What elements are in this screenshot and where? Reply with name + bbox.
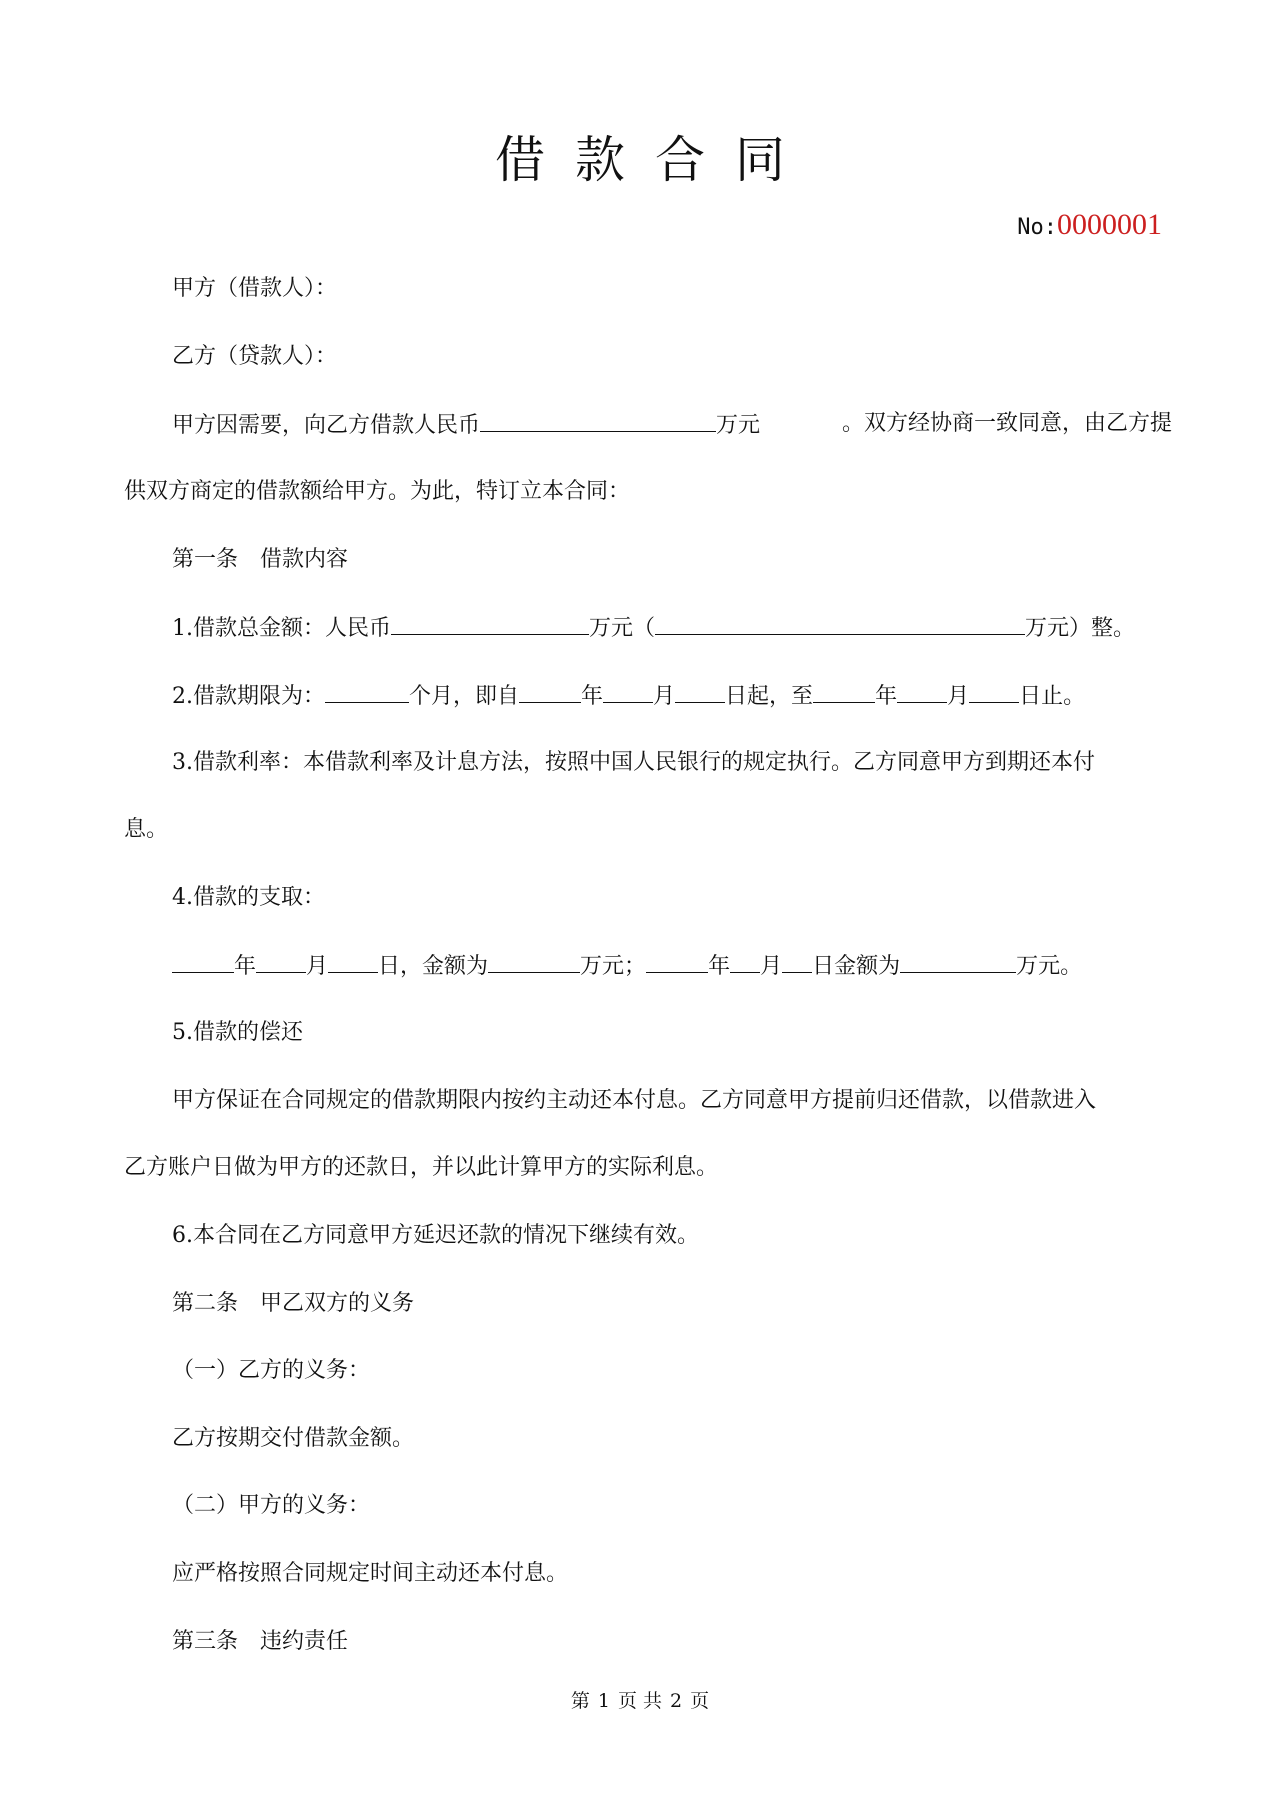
serial-label: No: [1017, 215, 1057, 240]
page-footer: 第 1 页 共 2 页 [570, 1690, 710, 1712]
draw1-month-blank [256, 950, 306, 973]
item-4-line: 年 月 日，金额为 万元； 年 月 日金额为 万元。 [172, 950, 1172, 982]
total-amount-blank [391, 612, 589, 635]
draw2-day-blank [782, 950, 812, 973]
draw1-year-blank [172, 950, 234, 973]
duty-b-text: 乙方按期交付借款金额。 [172, 1426, 415, 1451]
loan-amount-blank [480, 409, 716, 432]
article-1-heading: 第一条 借款内容 [172, 547, 349, 572]
duty-a-text: 应严格按照合同规定时间主动还本付息。 [172, 1561, 569, 1586]
intro-line-1: 甲方因需要，向乙方借款人民币 万元 。双方经协商一致同意，由乙方提 [172, 411, 1172, 438]
draw1-day-blank [328, 950, 378, 973]
party-b-line: 乙方（贷款人）： [172, 344, 338, 369]
start-year-blank [519, 680, 581, 703]
item-5-heading: 5.借款的偿还 [172, 1020, 303, 1045]
end-year-blank [813, 680, 875, 703]
start-day-blank [675, 680, 725, 703]
item-3-line-1: 3.借款利率：本借款利率及计息方法，按照中国人民银行的规定执行。乙方同意甲方到期还本付 [172, 750, 1095, 775]
total-page-count: 2 [670, 1690, 683, 1712]
item-1-line: 1.借款总金额：人民币 万元（ 万元）整。 [172, 612, 1172, 644]
document-title: 借款合同 [495, 131, 815, 189]
serial-number [1017, 208, 1162, 242]
item-5-line-1: 甲方保证在合同规定的借款期限内按约主动还本付息。乙方同意甲方提前归还借款，以借款进入 [172, 1088, 1097, 1113]
end-month-blank [897, 680, 947, 703]
draw2-amount-blank [900, 950, 1016, 973]
term-months-blank [325, 680, 409, 703]
start-month-blank [603, 680, 653, 703]
current-page-number: 1 [597, 1690, 610, 1712]
total-amount-words-blank [655, 612, 1025, 635]
draw1-amount-blank [488, 950, 580, 973]
item-3-line-2: 息。 [124, 817, 169, 842]
draw2-year-blank [646, 950, 708, 973]
draw2-month-blank [730, 950, 760, 973]
end-day-blank [969, 680, 1019, 703]
serial-value: 0000001 [1057, 208, 1162, 241]
item-5-line-2: 乙方账户日做为甲方的还款日，并以此计算甲方的实际利息。 [124, 1155, 719, 1180]
article-3-heading: 第三条 违约责任 [172, 1629, 349, 1654]
duty-b-heading: （一）乙方的义务： [172, 1358, 371, 1383]
item-2-line: 2.借款期限为： 个月，即自 年 月 日起，至 年 月 日止。 [172, 680, 1172, 712]
article-2-heading: 第二条 甲乙双方的义务 [172, 1291, 415, 1316]
intro-line-2: 供双方商定的借款额给甲方。为此，特订立本合同： [124, 479, 631, 504]
duty-a-heading: （二）甲方的义务： [172, 1493, 371, 1518]
party-a-line: 甲方（借款人）： [172, 276, 338, 301]
item-4-heading: 4.借款的支取： [172, 885, 325, 910]
item-6-line: 6.本合同在乙方同意甲方延迟还款的情况下继续有效。 [172, 1223, 699, 1248]
